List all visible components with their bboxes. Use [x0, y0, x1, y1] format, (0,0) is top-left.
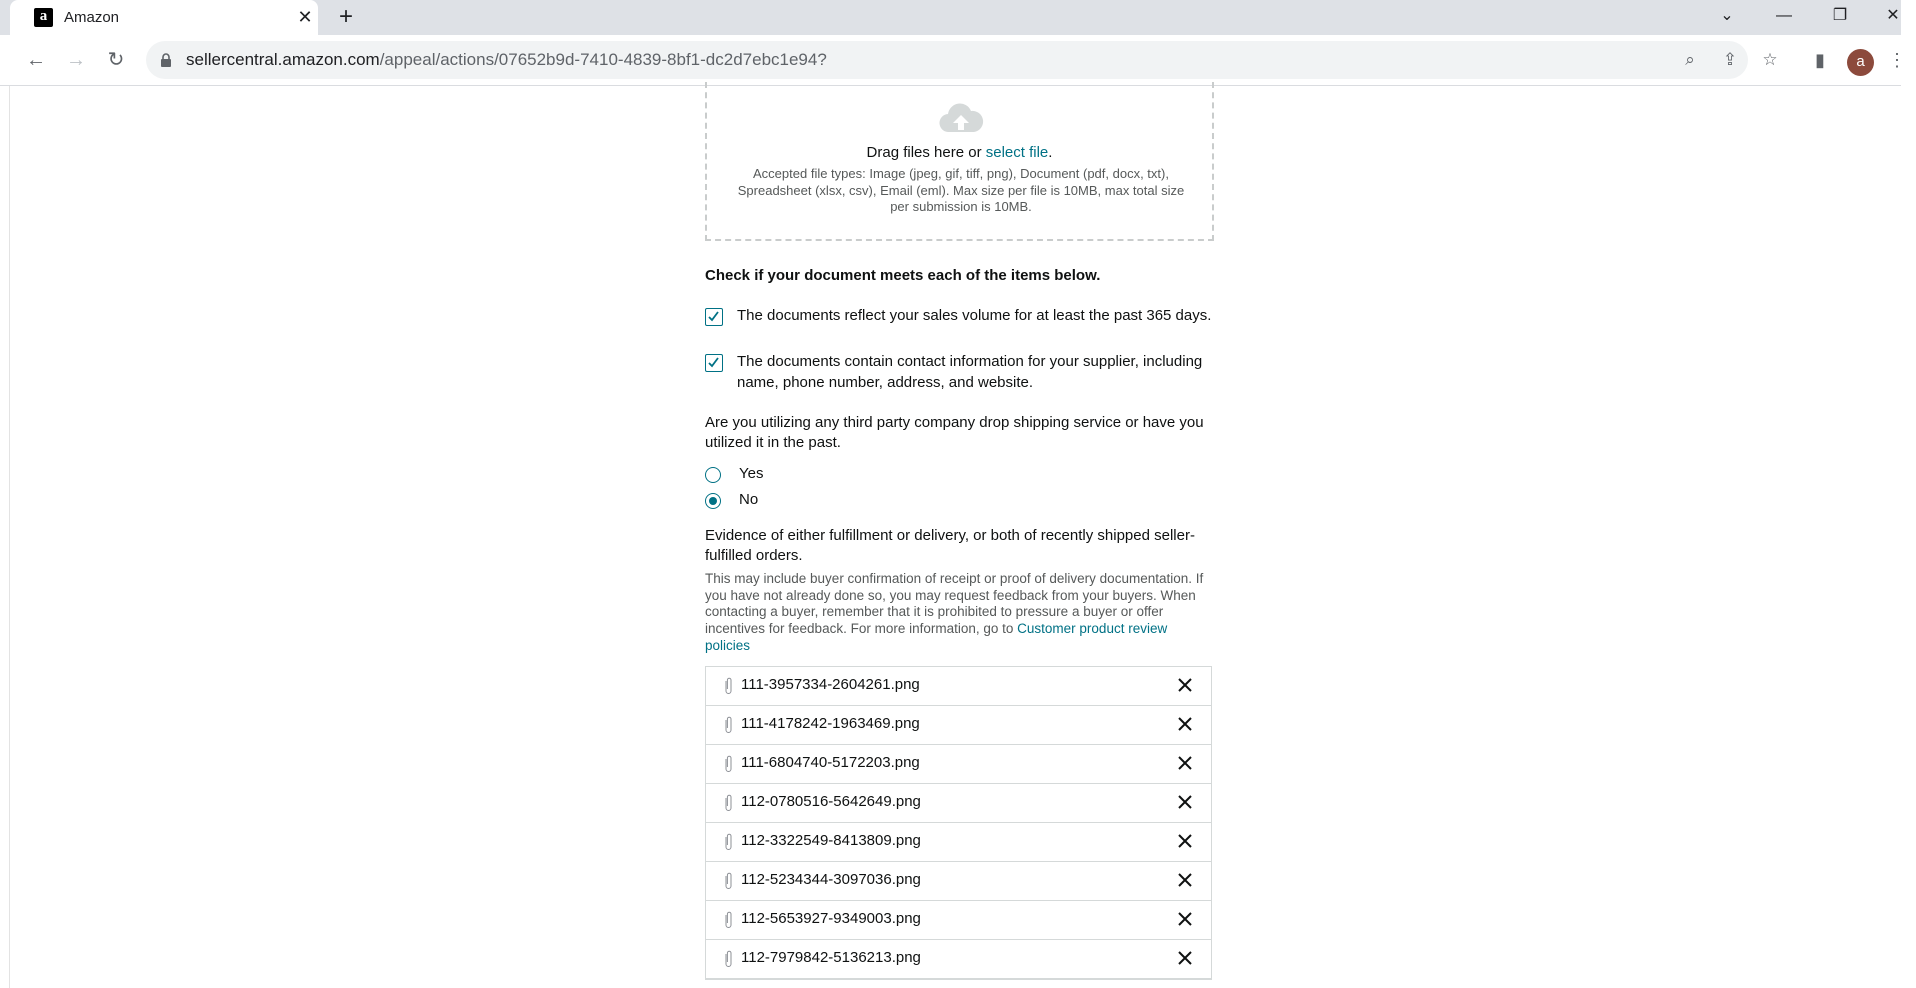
zoom-icon[interactable]: ⌕	[1685, 50, 1695, 69]
checkbox-supplier-contact[interactable]	[705, 354, 723, 372]
review-policies-link[interactable]: Customer product review policies	[705, 621, 1168, 653]
accepted-file-types: Accepted file types: Image (jpeg, gif, tiff, png), Document (pdf, docx, txt), Spreadsheet (xlsx, csv), Email (eml). Max size per file is 10MB, max total size per submission is 10MB.	[737, 166, 1185, 214]
menu-icon[interactable]: ⋮	[1888, 50, 1906, 70]
radio-label-yes: Yes	[739, 465, 764, 482]
evidence-help-text: This may include buyer confirmation of receipt or proof of delivery documentation. If you have not already done so, you may request feedback from your buyers. When contacting a buyer, remember that it is prohibited to pressure a buyer or offer incentives for feedback. For more information, go to Customer product review policies	[705, 571, 1204, 653]
remove-file-icon[interactable]	[1176, 871, 1194, 889]
paperclip-icon	[724, 716, 733, 734]
checkbox-sales-volume[interactable]	[705, 308, 723, 326]
file-row	[706, 862, 1211, 901]
paperclip-icon	[724, 950, 733, 968]
file-name: 111-4178242-1963469.png	[741, 715, 920, 732]
radio-label-no: No	[739, 491, 759, 508]
side-panel-icon[interactable]: ▮	[1815, 50, 1825, 70]
remove-file-icon[interactable]	[1176, 793, 1194, 811]
forward-button[interactable]: →	[66, 49, 86, 71]
drop-instructions: Drag files here or select file.	[866, 144, 1053, 161]
checklist-heading: Check if your document meets each of the items below.	[705, 267, 1101, 284]
back-button[interactable]: ←	[26, 49, 46, 71]
file-row	[706, 823, 1211, 862]
select-file-link[interactable]: select file	[985, 144, 1049, 161]
left-divider	[0, 86, 10, 988]
checkbox-label: The documents contain contact information for your supplier, including name, phone number, address, and website.	[737, 353, 1203, 391]
close-window-button[interactable]: ✕	[1886, 7, 1900, 24]
checkmark-icon	[707, 356, 720, 369]
drop-shipping-question: Are you utilizing any third party company drop shipping service or have you utilized it in the past.	[705, 414, 1204, 451]
tab-title: Amazon	[64, 9, 120, 26]
remove-file-icon[interactable]	[1176, 676, 1194, 694]
remove-file-icon[interactable]	[1176, 949, 1194, 967]
file-name: 112-5234344-3097036.png	[741, 871, 921, 888]
evidence-heading: Evidence of either fulfillment or delivery, or both of recently shipped seller-fulfilled orders.	[705, 527, 1195, 564]
file-row	[706, 784, 1211, 823]
url-text[interactable]: sellercentral.amazon.com/appeal/actions/07652b9d-7410-4839-8bf1-dc2d7ebc1e94?	[186, 50, 827, 69]
file-name: 112-3322549-8413809.png	[741, 832, 921, 849]
checkmark-icon	[707, 310, 720, 323]
paperclip-icon	[724, 911, 733, 929]
address-bar[interactable]	[146, 41, 1778, 79]
file-drop-zone[interactable]	[705, 82, 1214, 241]
browser-toolbar	[0, 35, 1906, 86]
file-name: 112-0780516-5642649.png	[741, 793, 921, 810]
file-row	[706, 745, 1211, 784]
amazon-favicon-icon: a	[34, 8, 53, 27]
file-name: 112-7979842-5136213.png	[741, 949, 921, 966]
browser-tab[interactable]	[10, 0, 318, 35]
restore-button[interactable]: ❐	[1832, 7, 1848, 24]
paperclip-icon	[724, 872, 733, 890]
remove-file-icon[interactable]	[1176, 832, 1194, 850]
file-row	[706, 940, 1211, 979]
page-content	[0, 86, 1901, 988]
paperclip-icon	[724, 833, 733, 851]
radio-no[interactable]	[705, 493, 721, 509]
file-row	[706, 706, 1211, 745]
radio-yes[interactable]	[705, 467, 721, 483]
checkbox-label: The documents reflect your sales volume for at least the past 365 days.	[737, 307, 1212, 324]
paperclip-icon	[724, 755, 733, 773]
cloud-upload-icon	[938, 102, 984, 136]
share-icon[interactable]: ⇪	[1722, 50, 1738, 69]
reload-button[interactable]: ↻	[107, 49, 125, 71]
file-row	[706, 667, 1211, 706]
remove-file-icon[interactable]	[1176, 754, 1194, 772]
profile-avatar[interactable]: a	[1847, 49, 1874, 76]
remove-file-icon[interactable]	[1176, 910, 1194, 928]
file-name: 111-6804740-5172203.png	[741, 754, 920, 771]
tab-search-icon[interactable]: ⌄	[1720, 7, 1734, 24]
file-row	[706, 901, 1211, 940]
remove-file-icon[interactable]	[1176, 715, 1194, 733]
lock-icon	[160, 53, 172, 67]
new-tab-button[interactable]: +	[338, 3, 353, 30]
paperclip-icon	[724, 677, 733, 695]
uploaded-files-list	[705, 666, 1212, 980]
close-tab-icon[interactable]: ✕	[297, 7, 313, 27]
paperclip-icon	[724, 794, 733, 812]
file-name: 112-5653927-9349003.png	[741, 910, 921, 927]
file-name: 111-3957334-2604261.png	[741, 676, 920, 693]
minimize-button[interactable]: —	[1776, 7, 1792, 24]
bookmark-star-icon[interactable]: ☆	[1762, 50, 1778, 69]
tab-strip	[0, 0, 1901, 35]
